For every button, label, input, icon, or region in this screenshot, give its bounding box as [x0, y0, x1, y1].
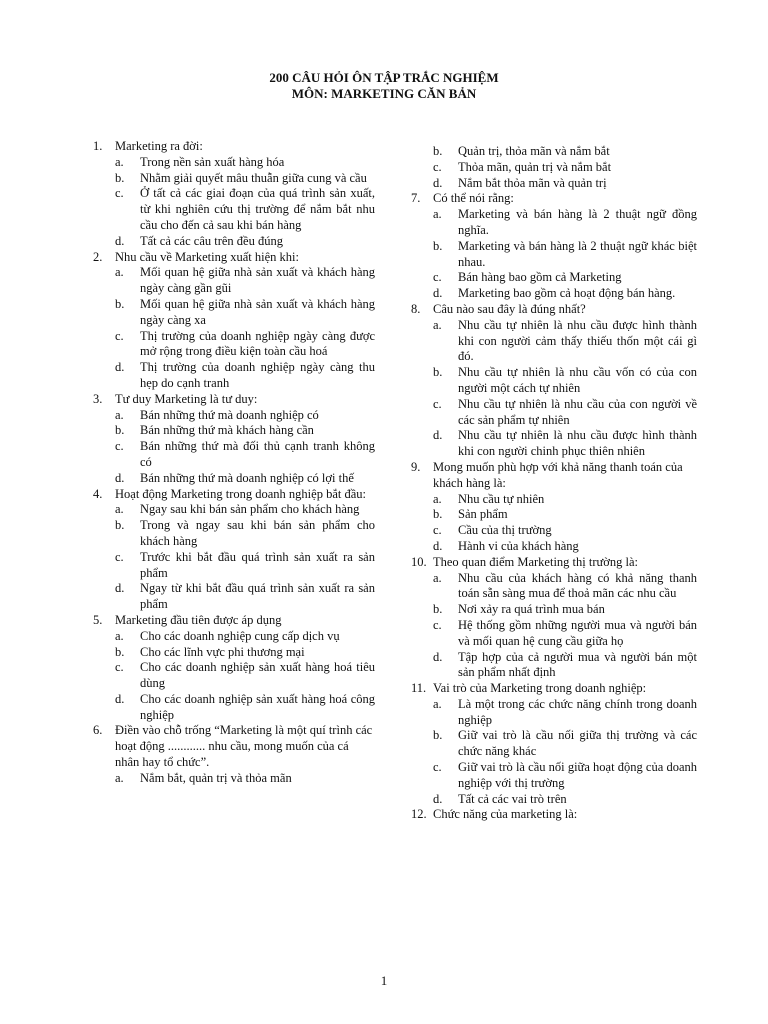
option-text: Cầu của thị trường	[458, 523, 552, 538]
question	[93, 392, 375, 408]
answer-option	[93, 171, 375, 187]
option-text: Trước khi bắt đầu quá trình sản xuất ra sản phẩm	[140, 549, 375, 580]
option-letter: d.	[115, 581, 125, 596]
answer-option	[411, 618, 697, 650]
option-letter: d.	[433, 538, 443, 553]
question	[411, 191, 697, 207]
answer-option	[411, 539, 697, 555]
option-letter: c.	[433, 760, 442, 775]
option-text: Tất cả các câu trên đều đúng	[140, 233, 283, 248]
answer-option	[411, 239, 697, 271]
right-column	[411, 144, 697, 823]
question-text: Theo quan điểm Marketing thị trường là:	[433, 554, 639, 569]
question	[411, 302, 697, 318]
option-letter: b.	[115, 296, 125, 311]
answer-option	[411, 365, 697, 397]
question-text: Câu nào sau đây là đúng nhất?	[433, 301, 586, 316]
question	[93, 487, 375, 503]
answer-option	[93, 360, 375, 392]
question	[93, 250, 375, 266]
option-text: Hệ thống gồm những người mua và người bán và mối quan hệ cung cầu giữa họ	[458, 617, 697, 648]
question-number: 12.	[411, 807, 427, 822]
option-letter: c.	[433, 159, 442, 174]
option-text: Mối quan hệ giữa nhà sản xuất và khách hàng ngày càng xa	[140, 296, 375, 327]
answer-option	[411, 286, 697, 302]
answer-option	[93, 645, 375, 661]
option-text: Thị trường của doanh nghiệp ngày càng được mở rộng trong điều kiện toàn cầu hoá	[140, 328, 375, 359]
option-text: Tập hợp của cả người mua và người bán một sản phẩm nhất định	[458, 649, 697, 680]
option-letter: d.	[433, 791, 443, 806]
option-letter: b.	[433, 238, 443, 253]
question-text: Hoạt động Marketing trong doanh nghiệp bắt đầu:	[115, 486, 366, 501]
question-text: Nhu cầu về Marketing xuất hiện khi:	[115, 249, 299, 264]
option-text: Trong nền sản xuất hàng hóa	[140, 154, 285, 169]
option-letter: d.	[115, 360, 125, 375]
option-letter: c.	[433, 617, 442, 632]
answer-option	[411, 144, 697, 160]
option-text: Ở tất cả các giai đoạn của quá trình sản xuất, từ khi nghiên cứu thị trường để nắm bắt nhu cầu cho đến cả sau khi bán hàng	[140, 186, 375, 232]
option-text: Cho các doanh nghiệp cung cấp dịch vụ	[140, 628, 340, 643]
option-letter: c.	[115, 439, 124, 454]
option-letter: c.	[115, 660, 124, 675]
page-number: 1	[380, 973, 388, 988]
option-letter: b.	[115, 423, 125, 438]
option-text: Nhu cầu tự nhiên là nhu cầu được hình thành khi con người cảm thấy thiếu thốn một cái gì đó.	[458, 317, 697, 364]
option-text: Giữ vai trò là cầu nối giữa hoạt động của doanh nghiệp với thị trường	[458, 760, 697, 790]
option-text: Sản phẩm	[458, 507, 508, 522]
answer-option	[93, 186, 375, 233]
option-text: Bán những thứ mà doanh nghiệp có lợi thế	[140, 470, 354, 485]
answer-option	[411, 507, 697, 523]
question-number: 9.	[411, 459, 421, 474]
option-text: Trong và ngay sau khi bán sản phẩm cho khách hàng	[140, 518, 375, 548]
option-text: Nhu cầu tự nhiên	[458, 491, 545, 506]
answer-option	[93, 471, 375, 487]
option-letter: a.	[115, 502, 124, 517]
option-letter: d.	[433, 428, 443, 443]
option-letter: b.	[115, 518, 125, 533]
question-text: Có thể nói rằng:	[433, 191, 514, 206]
question-text: Marketing đầu tiên được áp dụng	[115, 612, 282, 627]
answer-option	[411, 650, 697, 682]
option-letter: c.	[433, 270, 442, 285]
option-text: Là một trong các chức năng chính trong doanh nghiệp	[458, 696, 697, 727]
option-letter: c.	[115, 549, 124, 564]
option-letter: a.	[433, 317, 442, 332]
question-number: 8.	[411, 301, 421, 316]
question	[93, 139, 375, 155]
option-text: Bán hàng bao gồm cả Marketing	[458, 270, 622, 285]
answer-option	[93, 234, 375, 250]
answer-option	[93, 297, 375, 329]
option-letter: a.	[115, 770, 124, 785]
question	[411, 460, 697, 492]
answer-option	[411, 792, 697, 808]
option-text: Bán những thứ mà doanh nghiệp có	[140, 407, 319, 422]
option-text: Quản trị, thỏa mãn và nắm bắt	[458, 144, 610, 158]
option-text: Nhu cầu tự nhiên là nhu cầu được hình thành khi con người chinh phục thiên nhiên	[458, 428, 697, 459]
option-letter: d.	[115, 233, 125, 248]
question-number: 2.	[93, 249, 103, 264]
option-text: Ngay từ khi bắt đầu quá trình sản xuất ra sản phẩm	[140, 581, 375, 612]
option-letter: c.	[115, 328, 124, 343]
answer-option	[411, 571, 697, 603]
question-number: 6.	[93, 723, 103, 738]
option-text: Ngay sau khi bán sản phẩm cho khách hàng	[140, 502, 360, 517]
option-letter: c.	[115, 186, 124, 201]
question-text: Điền vào chỗ trống “Marketing là một quí trình các hoạt động ............ nhu cầu, mong muốn của cá nhân hay tổ chức”.	[115, 723, 373, 770]
option-letter: c.	[433, 523, 442, 538]
answer-option	[93, 265, 375, 297]
option-letter: a.	[115, 154, 124, 169]
option-letter: d.	[433, 649, 443, 664]
answer-option	[93, 408, 375, 424]
option-text: Cho các doanh nghiệp sản xuất hàng hoá công nghiệp	[140, 691, 375, 722]
answer-option	[93, 518, 375, 550]
document-subtitle: MÔN: MARKETING CĂN BẢN	[291, 86, 477, 101]
option-letter: c.	[433, 396, 442, 411]
question-number: 4.	[93, 486, 103, 501]
question	[93, 723, 375, 770]
question-number: 10.	[411, 554, 427, 569]
answer-option	[93, 439, 375, 471]
option-text: Tất cả các vai trò trên	[458, 791, 567, 806]
question-number: 5.	[93, 612, 103, 627]
question-number: 1.	[93, 139, 103, 153]
option-letter: b.	[433, 507, 443, 522]
option-text: Mối quan hệ giữa nhà sản xuất và khách hàng ngày càng gần gũi	[140, 265, 375, 296]
option-letter: a.	[115, 407, 124, 422]
option-text: Giữ vai trò là cầu nối giữa thị trường và các chức năng khác	[458, 728, 697, 759]
answer-option	[411, 160, 697, 176]
option-text: Thỏa mãn, quản trị và nắm bắt	[458, 159, 612, 174]
left-column	[93, 139, 375, 787]
option-text: Nhu cầu tự nhiên là nhu cầu của con người về các sản phẩm tự nhiên	[458, 396, 697, 427]
question-text: Tư duy Marketing là tư duy:	[115, 391, 258, 406]
document-title: 200 CÂU HỎI ÔN TẬP TRẮC NGHIỆM	[269, 70, 499, 85]
answer-option	[93, 550, 375, 582]
option-text: Cho các lĩnh vực phi thương mại	[140, 644, 305, 659]
option-letter: b.	[115, 170, 125, 185]
option-text: Bán những thứ mà khách hàng cần	[140, 423, 314, 438]
option-text: Nhằm giải quyết mâu thuẫn giữa cung và cầu	[140, 170, 367, 185]
answer-option	[411, 602, 697, 618]
option-letter: a.	[433, 207, 442, 222]
answer-option	[93, 692, 375, 724]
answer-option	[411, 318, 697, 365]
option-letter: d.	[115, 470, 125, 485]
answer-option	[93, 629, 375, 645]
option-text: Nắm bắt thỏa mãn và quản trị	[458, 175, 607, 190]
answer-option	[411, 428, 697, 460]
question	[411, 681, 697, 697]
answer-option	[93, 329, 375, 361]
question	[411, 555, 697, 571]
option-text: Cho các doanh nghiệp sản xuất hàng hoá tiêu dùng	[140, 660, 375, 691]
question-text: Mong muốn phù hợp với khả năng thanh toán của khách hàng là:	[433, 459, 683, 490]
option-letter: a.	[433, 570, 442, 585]
option-letter: b.	[433, 728, 443, 743]
answer-option	[411, 697, 697, 729]
answer-option	[411, 523, 697, 539]
option-text: Nhu cầu tự nhiên là nhu cầu vốn có của con người một cách tự nhiên	[458, 365, 697, 395]
option-letter: b.	[433, 602, 443, 617]
answer-option	[93, 155, 375, 171]
answer-option	[411, 207, 697, 239]
option-text: Bán những thứ mà đối thủ cạnh tranh không có	[140, 439, 375, 469]
option-letter: d.	[433, 175, 443, 190]
option-text: Nắm bắt, quản trị và thỏa mãn	[140, 770, 292, 785]
option-letter: a.	[115, 265, 124, 280]
option-letter: a.	[115, 628, 124, 643]
option-text: Nơi xảy ra quá trình mua bán	[458, 602, 605, 617]
answer-option	[411, 176, 697, 192]
option-text: Nhu cầu của khách hàng có khả năng thanh toán sẵn sàng mua để thoả mãn các nhu cầu	[458, 570, 697, 601]
question-number: 11.	[411, 681, 427, 696]
answer-option	[93, 660, 375, 692]
option-letter: a.	[433, 696, 442, 711]
question-text: Chức năng của marketing là:	[433, 807, 578, 822]
option-letter: d.	[115, 691, 125, 706]
option-letter: b.	[433, 365, 443, 380]
option-letter: a.	[433, 491, 442, 506]
option-text: Thị trường của doanh nghiệp ngày càng thu hẹp do cạnh tranh	[140, 360, 375, 390]
option-text: Marketing và bán hàng là 2 thuật ngữ đồng nghĩa.	[458, 207, 697, 237]
answer-option	[93, 581, 375, 613]
option-letter: b.	[115, 644, 125, 659]
answer-option	[93, 771, 375, 787]
question	[93, 613, 375, 629]
option-text: Marketing bao gồm cả hoạt động bán hàng.	[458, 286, 676, 301]
question	[411, 807, 697, 823]
answer-option	[411, 397, 697, 429]
option-text: Marketing và bán hàng là 2 thuật ngữ khác biệt nhau.	[458, 238, 697, 269]
answer-option	[411, 492, 697, 508]
answer-option	[93, 502, 375, 518]
question-number: 3.	[93, 391, 103, 406]
question-text: Marketing ra đời:	[115, 139, 203, 153]
option-text: Hành vi của khách hàng	[458, 538, 579, 553]
question-number: 7.	[411, 191, 421, 206]
answer-option	[411, 760, 697, 792]
question-text: Vai trò của Marketing trong doanh nghiệp:	[433, 681, 647, 696]
answer-option	[411, 270, 697, 286]
option-letter: d.	[433, 286, 443, 301]
answer-option	[93, 423, 375, 439]
answer-option	[411, 728, 697, 760]
option-letter: b.	[433, 144, 443, 158]
